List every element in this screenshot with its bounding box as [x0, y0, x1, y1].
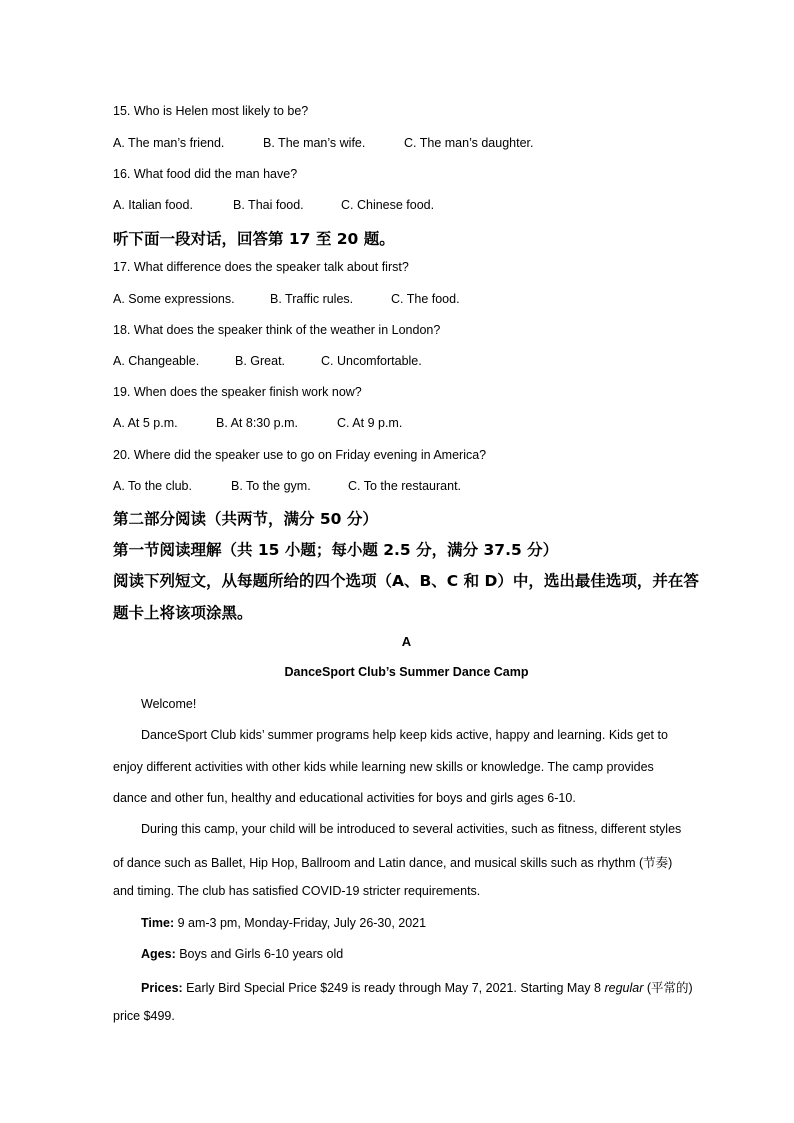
ages-value: Boys and Girls 6-10 years old	[175, 947, 344, 961]
option-c: C. Uncomfortable.	[321, 354, 422, 368]
time-label: Time:	[141, 916, 175, 930]
time-value: 9 am-3 pm, Monday-Friday, July 26-30, 2021	[174, 916, 427, 930]
question-19: 19. When does the speaker finish work now?	[113, 385, 362, 399]
option-a: A. Changeable.	[113, 354, 200, 368]
paragraph-2-line-2: of dance such as Ballet, Hip Hop, Ballroom and Latin dance, and musical skills such as rhythm (节奏)	[113, 856, 673, 870]
option-b: B. Thai food.	[233, 198, 304, 212]
paragraph-1-line-1: DanceSport Club kids’ summer programs help keep kids active, happy and learning. Kids get to	[141, 728, 668, 742]
options-17	[113, 292, 460, 306]
question-15: 15. Who is Helen most likely to be?	[113, 104, 309, 118]
prices-value-1: Early Bird Special Price $249 is ready through May 7, 2021. Starting May 8	[182, 981, 605, 995]
question-17: 17. What difference does the speaker talk about first?	[113, 260, 409, 274]
reading-instruction-line-2: 题卡上将该项涂黑。	[113, 604, 253, 622]
question-18: 18. What does the speaker think of the weather in London?	[113, 323, 441, 337]
prices-value-2: (平常的)	[643, 981, 693, 995]
prices-label: Prices:	[141, 981, 183, 995]
paragraph-1-line-3: dance and other fun, healthy and educational activities for boys and girls ages 6-10.	[113, 791, 576, 805]
option-b: B. Great.	[235, 354, 286, 368]
option-a: A. At 5 p.m.	[113, 416, 178, 430]
option-b: B. At 8:30 p.m.	[216, 416, 298, 430]
paragraph-2-line-1: During this camp, your child will be introduced to several activities, such as fitness, different styles	[141, 822, 682, 836]
question-20: 20. Where did the speaker use to go on Friday evening in America?	[113, 448, 487, 462]
reading-instruction-line-1: 阅读下列短文，从每题所给的四个选项（A、B、C 和 D）中，选出最佳选项，并在答	[113, 572, 699, 590]
section-title: 第一节阅读理解（共 15 小题；每小题 2.5 分，满分 37.5 分）	[113, 541, 559, 559]
paragraph-1-line-2: enjoy different activities with other kids while learning new skills or knowledge. The camp provides	[113, 760, 654, 774]
question-16: 16. What food did the man have?	[113, 167, 298, 181]
welcome-text: Welcome!	[141, 697, 197, 711]
ages-label: Ages:	[141, 947, 176, 961]
option-c: C. At 9 p.m.	[337, 416, 403, 430]
option-a: A. Italian food.	[113, 198, 193, 212]
option-b: B. Traffic rules.	[270, 292, 354, 306]
option-a: A. To the club.	[113, 479, 192, 493]
ages-line	[141, 947, 733, 961]
options-20	[113, 479, 461, 493]
time-line	[141, 916, 733, 930]
option-c: C. To the restaurant.	[348, 479, 462, 493]
option-b: B. To the gym.	[231, 479, 311, 493]
option-a: A. Some expressions.	[113, 292, 235, 306]
option-c: C. The food.	[391, 292, 460, 306]
section-instruction: 听下面一段对话，回答第 17 至 20 题。	[113, 230, 395, 248]
options-15	[113, 136, 533, 150]
options-19	[113, 416, 402, 430]
option-c: C. Chinese food.	[341, 198, 435, 212]
option-a: A. The man’s friend.	[113, 136, 225, 150]
options-16	[113, 198, 434, 212]
prices-line	[141, 978, 705, 996]
passage-letter: A	[401, 634, 412, 649]
paragraph-2-line-3: and timing. The club has satisfied COVID-19 stricter requirements.	[113, 884, 481, 898]
option-b: B. The man’s wife.	[263, 136, 366, 150]
passage-title: DanceSport Club’s Summer Dance Camp	[284, 665, 529, 679]
prices-line-2: price $499.	[113, 1009, 175, 1023]
options-18	[113, 354, 422, 368]
part-title: 第二部分阅读（共两节，满分 50 分）	[113, 510, 378, 528]
option-c: C. The man’s daughter.	[404, 136, 534, 150]
prices-regular: regular	[604, 981, 644, 995]
